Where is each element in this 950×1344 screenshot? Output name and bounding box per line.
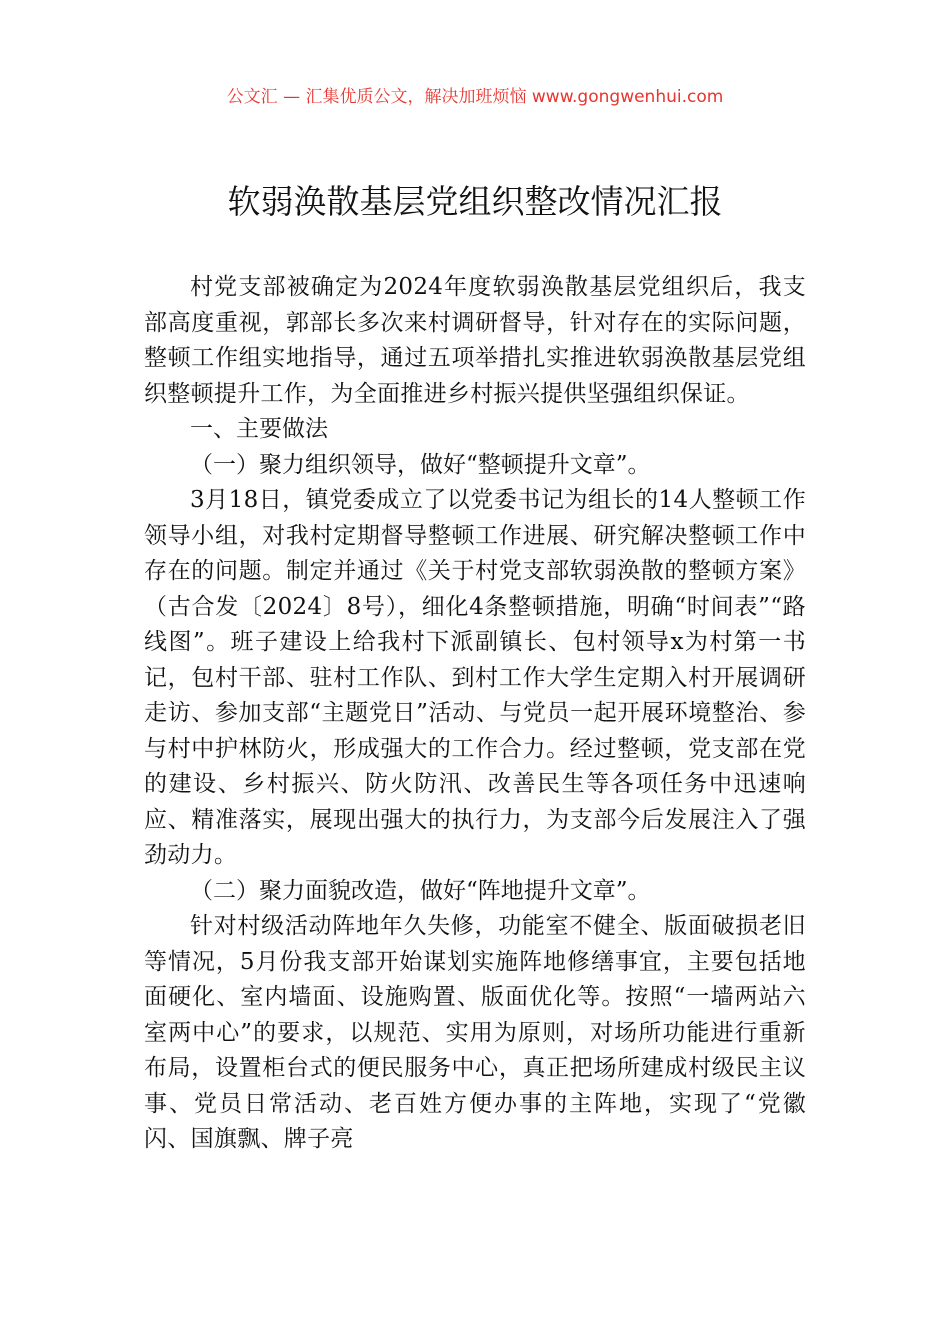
- subsection-body-appearance: 针对村级活动阵地年久失修，功能室不健全、版面破损老旧等情况，5月份我支部开始谋划实施阵地修缮事宜，主要包括地面硬化、室内墙面、设施购置、版面优化等。按照“一墙两站六室两中心”的要求，以规范、实用为原则，对场所功能进行重新布局，设置柜台式的便民服务中心，真正把场所建成村级民主议事、党员日常活动、老百姓方便办事的主阵地，实现了“党徽闪、国旗飘、牌子亮: [144, 913, 806, 1152]
- intro-paragraph: 村党支部被确定为2024年度软弱涣散基层党组织后，我支部高度重视，郭部长多次来村调研督导，针对存在的实际问题，整顿工作组实地指导，通过五项举措扎实推进软弱涣散基层党组织整顿提升工作，为全面推进乡村振兴提供坚强组织保证。: [144, 274, 806, 407]
- document-title: 软弱涣散基层党组织整改情况汇报: [227, 182, 723, 221]
- site-watermark: 公文汇 — 汇集优质公文，解决加班烦恼 www.gongwenhui.com: [226, 87, 724, 107]
- section-heading-main-practices: 一、主要做法: [190, 416, 328, 442]
- subsection-heading-appearance: （二）聚力面貌改造，做好“阵地提升文章”。: [190, 877, 651, 904]
- subsection-heading-organization: （一）聚力组织领导，做好“整顿提升文章”。: [190, 451, 651, 478]
- subsection-body-organization: 3月18日，镇党委成立了以党委书记为组长的14人整顿工作领导小组，对我村定期督导整顿工作进展、研究解决整顿工作中存在的问题。制定并通过《关于村党支部软弱涣散的整顿方案》（古合发〔2024〕8号），细化4条整顿措施，明确“时间表”“路线图”。班子建设上给我村下派副镇长、包村领导x为村第一书记，包村干部、驻村工作队、到村工作大学生定期入村开展调研走访、参加支部“主题党日”活动、与党员一起开展环境整治、参与村中护林防火，形成强大的工作合力。经过整顿，党支部在党的建设、乡村振兴、防火防汛、改善民生等各项任务中迅速响应、精准落实，展现出强大的执行力，为支部今后发展注入了强劲动力。: [144, 487, 806, 868]
- document-body: [144, 270, 806, 1158]
